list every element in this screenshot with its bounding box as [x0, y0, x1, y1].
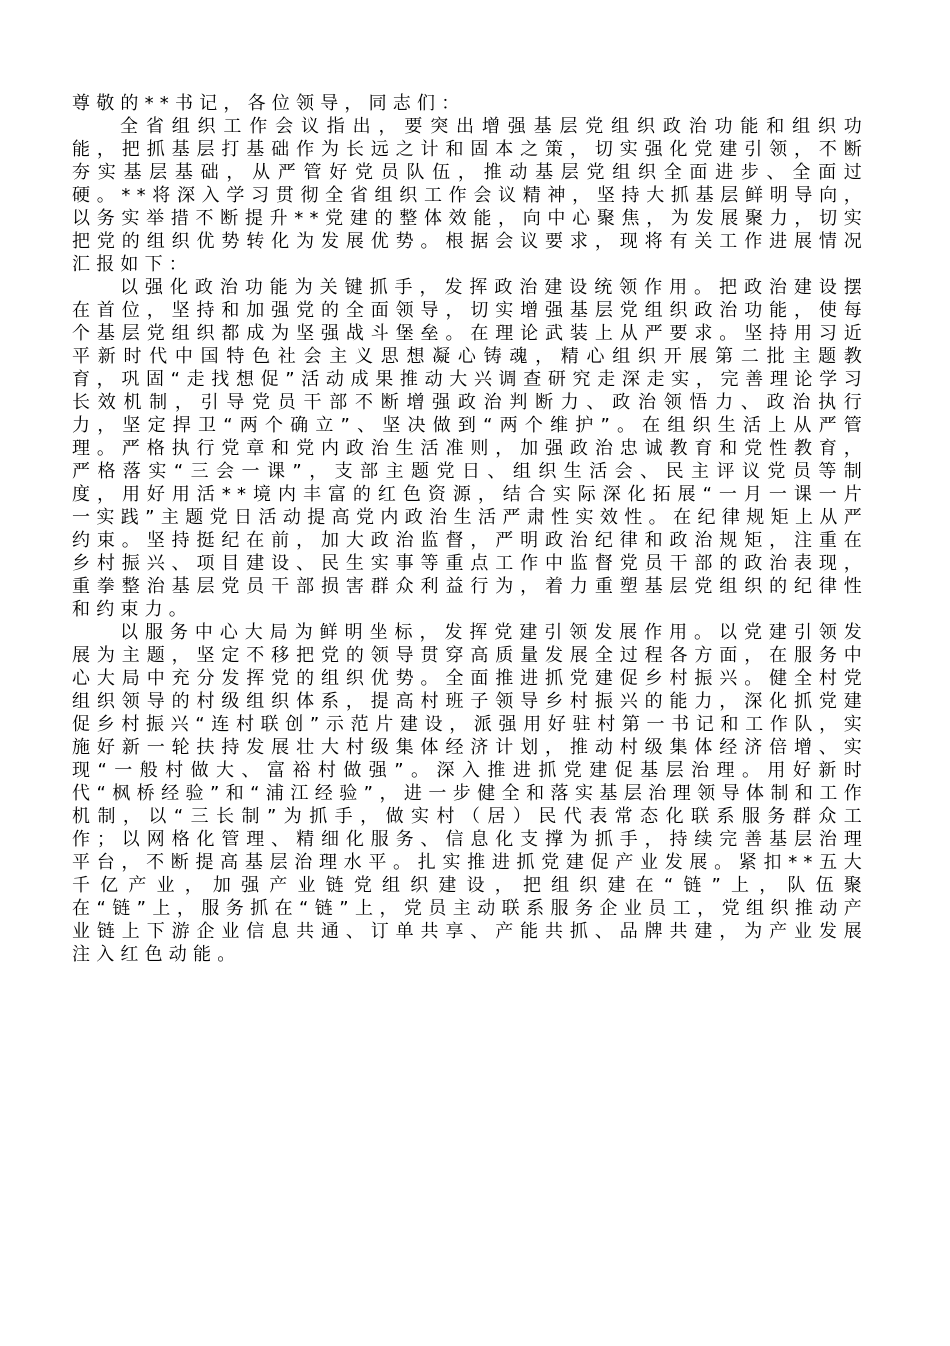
paragraph-intro: 全省组织工作会议指出，要突出增强基层党组织政治功能和组织功能，把抓基层打基础作为长远之计和固本之策，切实强化党建引领，不断夯实基层基础，从严管好党员队伍，推动基层党组织全面进步、全面过硬。**将深入学习贯彻全省组织工作会议精神，坚持大抓基层鲜明导向，以务实举措不断提升**党建的整体效能，向中心聚焦，为发展聚力，切实把党的组织优势转化为发展优势。根据会议要求，现将有关工作进展情况汇报如下： — [72, 116, 868, 275]
document-body — [72, 92, 868, 966]
paragraph-political-function: 以强化政治功能为关键抓手，发挥政治建设统领作用。把政治建设摆在首位，坚持和加强党的全面领导，切实增强基层党组织政治功能，使每个基层党组织都成为坚强战斗堡垒。在理论武装上从严要求。坚持用习近平新时代中国特色社会主义思想凝心铸魂，精心组织开展第二批主题教育，巩固“走找想促”活动成果推动大兴调查研究走深走实，完善理论学习长效机制，引导党员干部不断增强政治判断力、政治领悟力、政治执行力，坚定捍卫“两个确立”、坚决做到“两个维护”。在组织生活上从严管理。严格执行党章和党内政治生活准则，加强政治忠诚教育和党性教育，严格落实“三会一课”，支部主题党日、组织生活会、民主评议党员等制度，用好用活**境内丰富的红色资源，结合实际深化拓展“一月一课一片一实践”主题党日活动提高党内政治生活严肃性实效性。在纪律规矩上从严约束。坚持挺纪在前，加大政治监督，严明政治纪律和政治规矩，注重在乡村振兴、项目建设、民生实事等重点工作中监督党员干部的政治表现，重拳整治基层党员干部损害群众利益行为，着力重塑基层党组织的纪律性和约束力。 — [72, 277, 868, 620]
salutation: 尊敬的**书记，各位领导，同志们： — [72, 93, 466, 114]
paragraph-serve-center: 以服务中心大局为鲜明坐标，发挥党建引领发展作用。以党建引领发展为主题，坚定不移把党的领导贯穿高质量发展全过程各方面，在服务中心大局中充分发挥党的组织优势。全面推进抓党建促乡村振兴。健全村党组织领导的村级组织体系，提高村班子领导乡村振兴的能力，深化抓党建促乡村振兴“连村联创”示范片建设，派强用好驻村第一书记和工作队，实施好新一轮扶持发展壮大村级集体经济计划，推动村级集体经济倍增、实现“一般村做大、富裕村做强”。深入推进抓党建促基层治理。用好新时代“枫桥经验”和“浦江经验”，进一步健全和落实基层治理领导体制和工作机制，以“三长制”为抓手，做实村（居）民代表常态化联系服务群众工作；以网格化管理、精细化服务、信息化支撑为抓手，持续完善基层治理平台，不断提高基层治理水平。扎实推进抓党建促产业发展。紧扣**五大千亿产业，加强产业链党组织建设，把组织建在“链”上，队伍聚在“链”上，服务抓在“链”上，党员主动联系服务企业员工，党组织推动产业链上下游企业信息共通、订单共享、产能共抓、品牌共建，为产业发展注入红色动能。 — [72, 622, 868, 965]
